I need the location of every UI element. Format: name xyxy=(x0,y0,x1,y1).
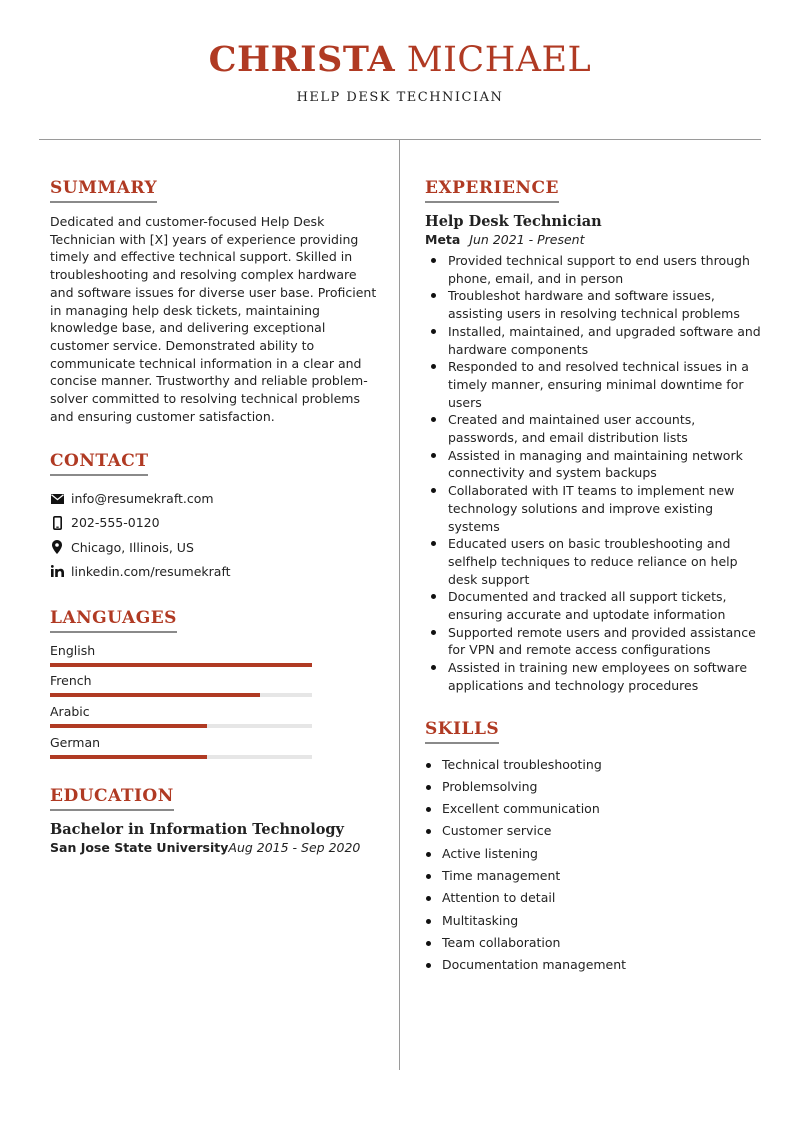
skill-item: Team collaboration xyxy=(425,932,765,954)
job-details xyxy=(425,232,765,247)
contact-email-text: info@resumekraft.com xyxy=(71,491,214,507)
language-item xyxy=(50,735,380,766)
language-item xyxy=(50,704,380,735)
experience-bullet: Provided technical support to end users through phone, email, and in person xyxy=(425,252,765,287)
experience-bullet: Documented and tracked all support tickets, ensuring accurate and uptodate information xyxy=(425,588,765,623)
location-pin-icon xyxy=(50,540,64,554)
skill-item: Multitasking xyxy=(425,910,765,932)
languages-section xyxy=(50,608,380,766)
contact-phone[interactable] xyxy=(50,511,380,535)
skill-item: Technical troubleshooting xyxy=(425,754,765,776)
job-period: Jun 2021 - Present xyxy=(469,232,585,247)
linkedin-icon xyxy=(50,564,64,578)
language-bar-track xyxy=(50,663,312,667)
skill-item: Time management xyxy=(425,865,765,887)
language-bar-fill xyxy=(50,663,312,667)
summary-text: Dedicated and customer-focused Help Desk Technician with [X] years of experience providing timely and effective technical support. Skilled in troubleshooting and resolving complex hardware and software issues for diverse user base. Proficient in managing help desk tickets, maintaining knowledge base, and delivering exceptional customer service. Demonstrated ability to communicate technical information in a clear and concise manner. Trustworthy and reliable problem-solver committed to resolving technical problems and ensuring customer satisfaction. xyxy=(50,214,377,424)
language-name: French xyxy=(50,673,92,689)
contact-list xyxy=(50,486,380,583)
email-icon xyxy=(50,492,64,506)
language-bar-track xyxy=(50,755,312,759)
experience-bullet: Supported remote users and provided assistance for VPN and remote access configurations xyxy=(425,624,765,659)
experience-bullet: Assisted in managing and maintaining network connectivity and system backups xyxy=(425,447,765,482)
header-divider xyxy=(39,139,761,140)
contact-linkedin[interactable] xyxy=(50,559,380,583)
contact-heading: CONTACT xyxy=(50,451,148,476)
experience-bullet: Collaborated with IT teams to implement new technology solutions and improve existing systems xyxy=(425,482,765,535)
candidate-name xyxy=(0,38,800,82)
language-item xyxy=(50,643,380,674)
contact-section xyxy=(50,451,380,583)
languages-heading: LANGUAGES xyxy=(50,608,177,633)
education-dates: Aug 2015 - Sep 2020 xyxy=(228,839,361,855)
contact-linkedin-text: linkedin.com/resumekraft xyxy=(71,563,231,579)
skill-item: Active listening xyxy=(425,843,765,865)
experience-heading: EXPERIENCE xyxy=(425,178,559,203)
contact-email[interactable] xyxy=(50,486,380,510)
job-role: Help Desk Technician xyxy=(425,213,602,230)
contact-location-text: Chicago, Illinois, US xyxy=(71,539,194,555)
phone-icon xyxy=(50,516,64,530)
language-bar-track xyxy=(50,693,312,697)
experience-bullet: Assisted in training new employees on software applications and technology procedures xyxy=(425,659,765,694)
left-column xyxy=(50,178,380,881)
summary-section xyxy=(50,178,380,425)
language-bar-fill xyxy=(50,724,207,728)
skills-section xyxy=(425,719,765,977)
education-section xyxy=(50,786,380,855)
skill-item: Excellent communication xyxy=(425,798,765,820)
language-name: German xyxy=(50,735,101,751)
experience-bullet: Installed, maintained, and upgraded software and hardware components xyxy=(425,323,765,358)
experience-bullet: Educated users on basic troubleshooting and selfhelp techniques to reduce reliance on help desk support xyxy=(425,535,765,588)
resume-header xyxy=(0,38,800,105)
job-title: HELP DESK TECHNICIAN xyxy=(296,90,504,105)
skills-list xyxy=(425,754,765,977)
column-divider xyxy=(399,140,400,1070)
company-name: Meta xyxy=(425,232,461,247)
language-name: English xyxy=(50,642,96,658)
experience-bullets xyxy=(425,252,765,695)
language-list xyxy=(50,643,380,766)
contact-phone-text: 202-555-0120 xyxy=(71,515,160,531)
summary-heading: SUMMARY xyxy=(50,178,157,203)
experience-bullet: Troubleshot hardware and software issues, assisting users in resolving technical problems xyxy=(425,287,765,322)
last-name: MICHAEL xyxy=(406,40,592,80)
language-item xyxy=(50,673,380,704)
skill-item: Problemsolving xyxy=(425,776,765,798)
language-bar-track xyxy=(50,724,312,728)
experience-section xyxy=(425,178,765,695)
language-name: Arabic xyxy=(50,704,90,720)
language-bar-fill xyxy=(50,693,260,697)
school-name: San Jose State University xyxy=(50,839,229,855)
first-name: CHRISTA xyxy=(208,39,396,80)
right-column xyxy=(425,178,765,1003)
language-bar-fill xyxy=(50,755,207,759)
skill-item: Customer service xyxy=(425,820,765,842)
skill-item: Attention to detail xyxy=(425,887,765,909)
skills-heading: SKILLS xyxy=(425,719,499,744)
experience-bullet: Responded to and resolved technical issues in a timely manner, ensuring minimal downtime for users xyxy=(425,358,765,411)
contact-location xyxy=(50,535,380,559)
education-heading: EDUCATION xyxy=(50,786,174,811)
degree-title: Bachelor in Information Technology xyxy=(50,820,344,838)
education-details xyxy=(50,840,380,855)
skill-item: Documentation management xyxy=(425,954,765,976)
experience-bullet: Created and maintained user accounts, passwords, and email distribution lists xyxy=(425,411,765,446)
